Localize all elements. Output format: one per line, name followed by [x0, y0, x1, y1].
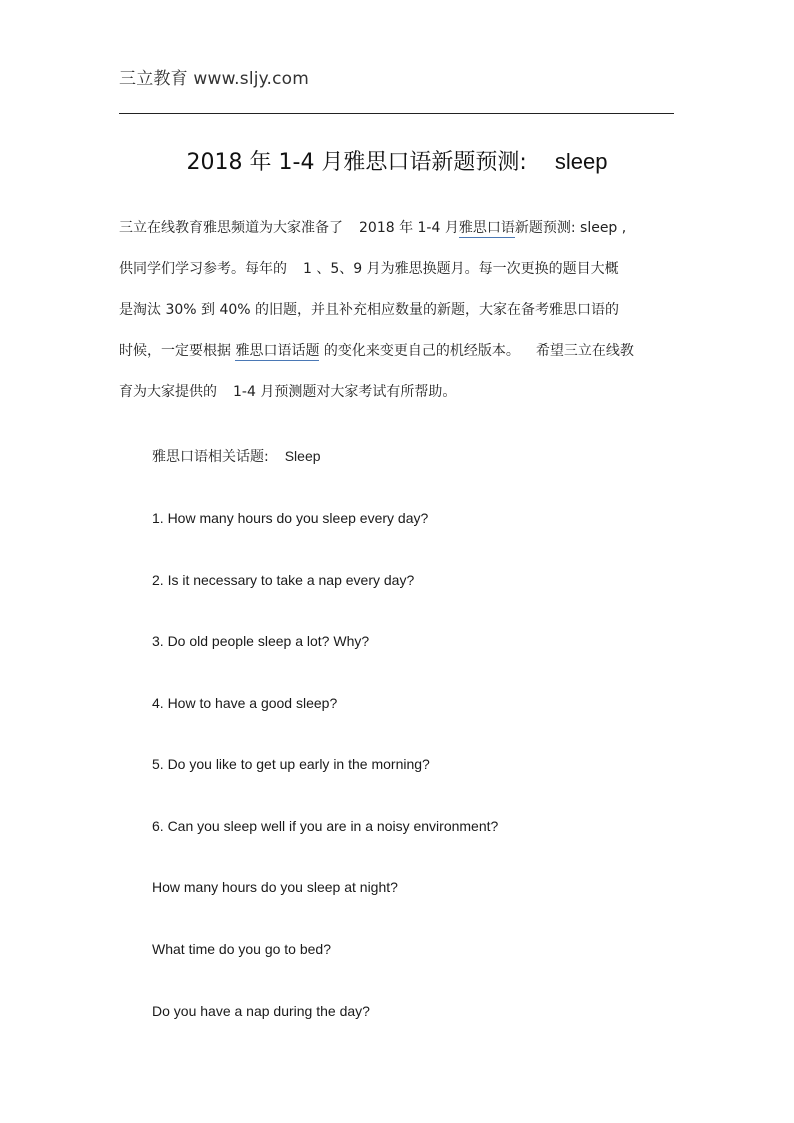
topic-heading — [152, 446, 321, 466]
intro-text: 时候，一定要根据 — [119, 343, 231, 359]
ielts-speaking-link[interactable]: 雅思口语 — [458, 220, 515, 236]
question-item: Do you have a nap during the day? — [152, 1003, 370, 1019]
title-main: 2018 年 1-4 月雅思口语新题预测: — [186, 150, 527, 175]
topic-value: Sleep — [284, 448, 321, 464]
intro-text: 1 、5、9 月为雅思换题月。每一次更换的题目大概 — [303, 261, 619, 277]
intro-line-5 — [119, 378, 679, 419]
intro-line-1 — [119, 214, 679, 255]
intro-text: 育为大家提供的 — [119, 384, 217, 400]
intro-text: 新题预测: sleep , — [514, 220, 627, 236]
page-header — [119, 64, 309, 89]
title-topic: sleep — [554, 149, 608, 174]
page-title — [0, 145, 794, 176]
intro-paragraph — [119, 214, 679, 419]
question-item: What time do you go to bed? — [152, 941, 331, 957]
intro-text: 希望三立在线教 — [535, 343, 634, 359]
topic-label: 雅思口语相关话题: — [152, 449, 269, 465]
intro-text: 三立在线教育雅思频道为大家准备了 — [119, 220, 343, 236]
header-text: 三立教育 www.sljy.com — [119, 69, 310, 89]
intro-text: 1-4 月预测题对大家考试有所帮助。 — [233, 384, 457, 400]
question-item: 2. Is it necessary to take a nap every day? — [152, 572, 415, 588]
question-item: 5. Do you like to get up early in the morning? — [152, 756, 430, 772]
header-divider — [119, 113, 674, 114]
question-item: 3. Do old people sleep a lot? Why? — [152, 633, 370, 649]
intro-text: 是淘汰 30% 到 40% 的旧题，并且补充相应数量的新题，大家在备考雅思口语的 — [119, 302, 620, 318]
question-item: How many hours do you sleep at night? — [152, 879, 398, 895]
intro-line-4 — [119, 337, 679, 378]
question-item: 1. How many hours do you sleep every day? — [152, 510, 429, 526]
intro-text: 的变化来变更自己的机经版本。 — [323, 343, 520, 359]
intro-line-2 — [119, 255, 679, 296]
intro-line-3 — [119, 296, 679, 337]
intro-text: 2018 年 1-4 月 — [359, 220, 459, 236]
question-item: 4. How to have a good sleep? — [152, 695, 338, 711]
ielts-speaking-topics-link[interactable]: 雅思口语话题 — [235, 343, 320, 359]
question-item: 6. Can you sleep well if you are in a noisy environment? — [152, 818, 499, 834]
intro-text: 供同学们学习参考。每年的 — [119, 261, 287, 277]
